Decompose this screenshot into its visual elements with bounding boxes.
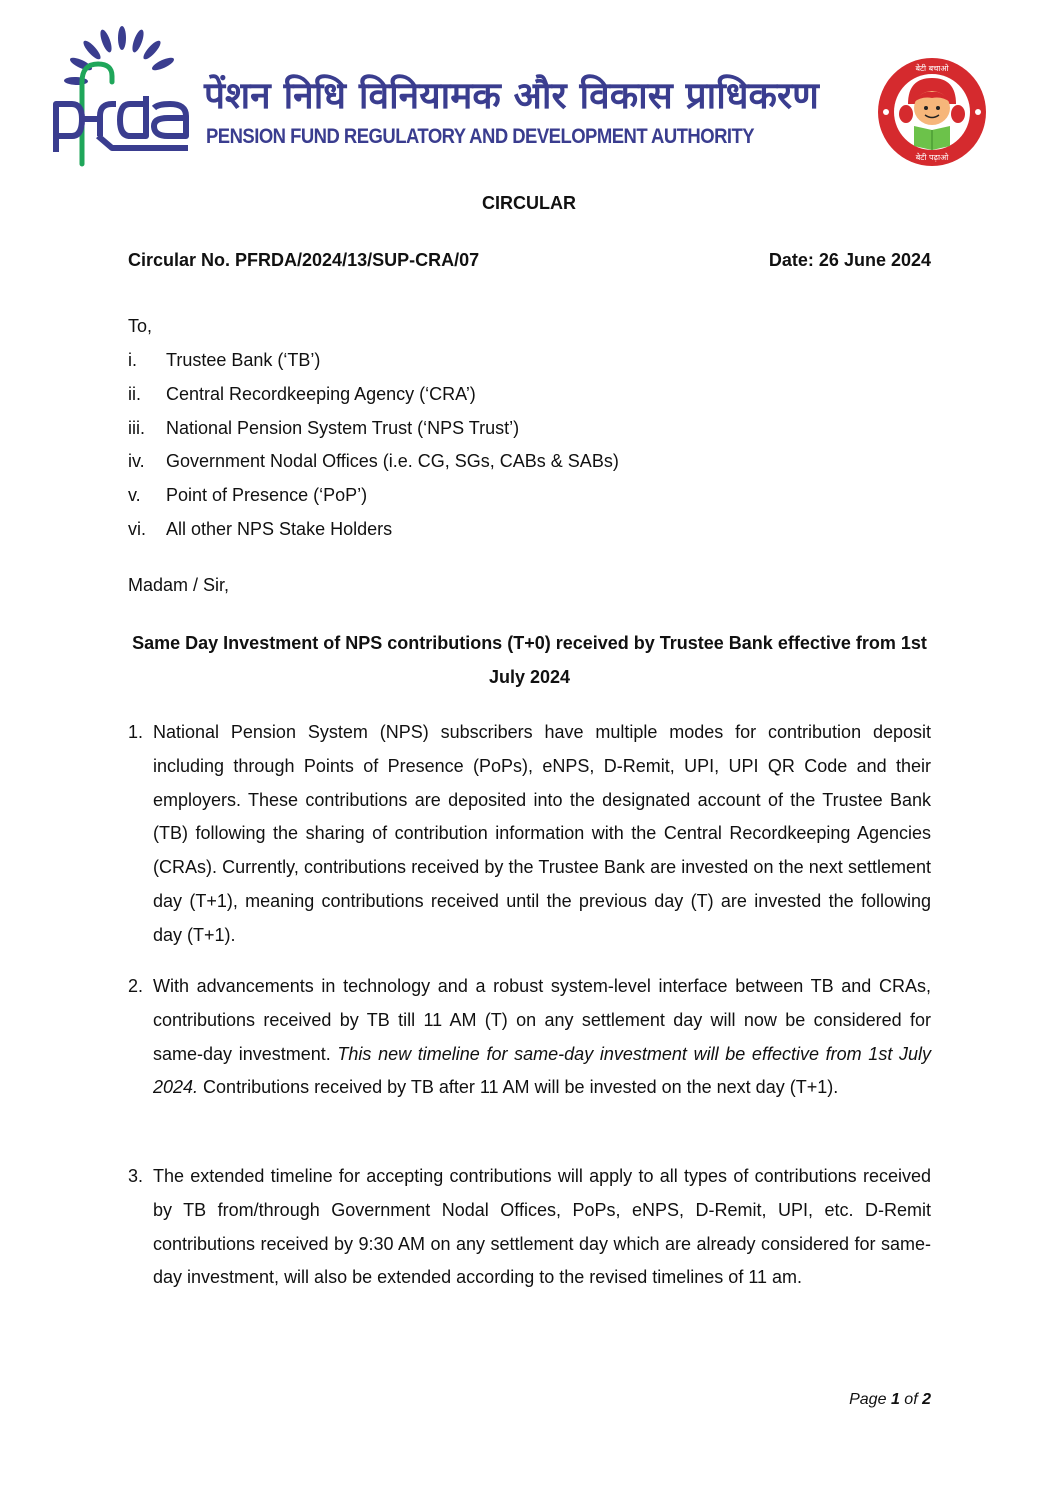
addressee-item: i. Trustee Bank (‘TB’) [128, 350, 321, 370]
paragraph-2 [128, 970, 931, 1105]
circular-meta-row [128, 250, 931, 271]
svg-text:बेटी पढ़ाओ: बेटी पढ़ाओ [915, 153, 949, 162]
addressee-item: iv. Government Nodal Offices (i.e. CG, SGs, CABs & SABs) [128, 451, 619, 472]
svg-text:बेटी बचाओ: बेटी बचाओ [915, 64, 949, 73]
beti-bachao-beti-padhao-logo-icon [862, 56, 1002, 168]
addressee-item: ii. Central Recordkeeping Agency (‘CRA’) [128, 383, 476, 404]
document-type-title: CIRCULAR [482, 193, 576, 213]
org-name-hindi: पेंशन निधि विनियामक और विकास प्राधिकरण [204, 74, 819, 117]
letterhead [0, 0, 1058, 180]
to-label: To, [128, 316, 153, 336]
salutation: Madam / Sir, [128, 575, 230, 595]
paragraph-1 [128, 716, 931, 953]
addressee-item: vi. All other NPS Stake Holders [128, 518, 393, 539]
org-name-english: PENSION FUND REGULATORY AND DEVELOPMENT AUTHORITY [206, 125, 755, 148]
addressee-list [128, 350, 619, 553]
addressee-item: v. Point of Presence (‘PoP’) [128, 485, 368, 506]
paragraph-text: With advancements in technology and a robust system-level interface between TB and CRAs, contributions received by TB till 11 AM (T) on any settlement day will now be considered for same-day investment. This new timeline for same-day investment will be effective from 1st July 2024. Contributions received by TB after 11 AM will be invested on the next day (T+1). [153, 976, 931, 1098]
paragraph-number: 3. [128, 1166, 144, 1186]
addressee-item: iii. National Pension System Trust (‘NPS Trust’) [128, 417, 520, 438]
subject-heading: Same Day Investment of NPS contributions (T+0) received by Trustee Bank effective from 1st July 2024 [132, 633, 927, 687]
paragraph-number: 2. [128, 976, 144, 996]
pfrda-logo-icon [50, 24, 195, 172]
paragraph-text: National Pension System (NPS) subscribers have multiple modes for contribution deposit including through Points of Presence (PoPs), eNPS, D-Remit, UPI, UPI QR Code and their employers. These contributions are deposited into the designated account of the Trustee Bank (TB) following the sharing of contribution information with the Central Recordkeeping Agencies (CRAs). Currently, contributions received by the Trustee Bank are invested on the next settlement day (T+1), meaning contributions received until the previous day (T) are invested the following day (T+1). [153, 722, 931, 945]
paragraph-number: 1. [128, 722, 144, 742]
circular-date: Date: 26 June 2024 [768, 250, 931, 270]
effective-date-note: This new timeline for same-day investment will be effective from 1st July 2024. [153, 1043, 931, 1098]
paragraph-text: The extended timeline for accepting contributions will apply to all types of contributions received by TB from/through Government Nodal Offices, PoPs, eNPS, D-Remit, UPI, etc. D-Remit contributions received by 9:30 AM on any settlement day which are already considered for same-day investment, will also be extended according to the revised timelines of 11 am. [153, 1166, 931, 1288]
page-indicator: Page 1 of 2 [849, 1391, 931, 1408]
paragraph-3 [128, 1160, 931, 1295]
circular-number: Circular No. PFRDA/2024/13/SUP-CRA/07 [128, 250, 480, 270]
